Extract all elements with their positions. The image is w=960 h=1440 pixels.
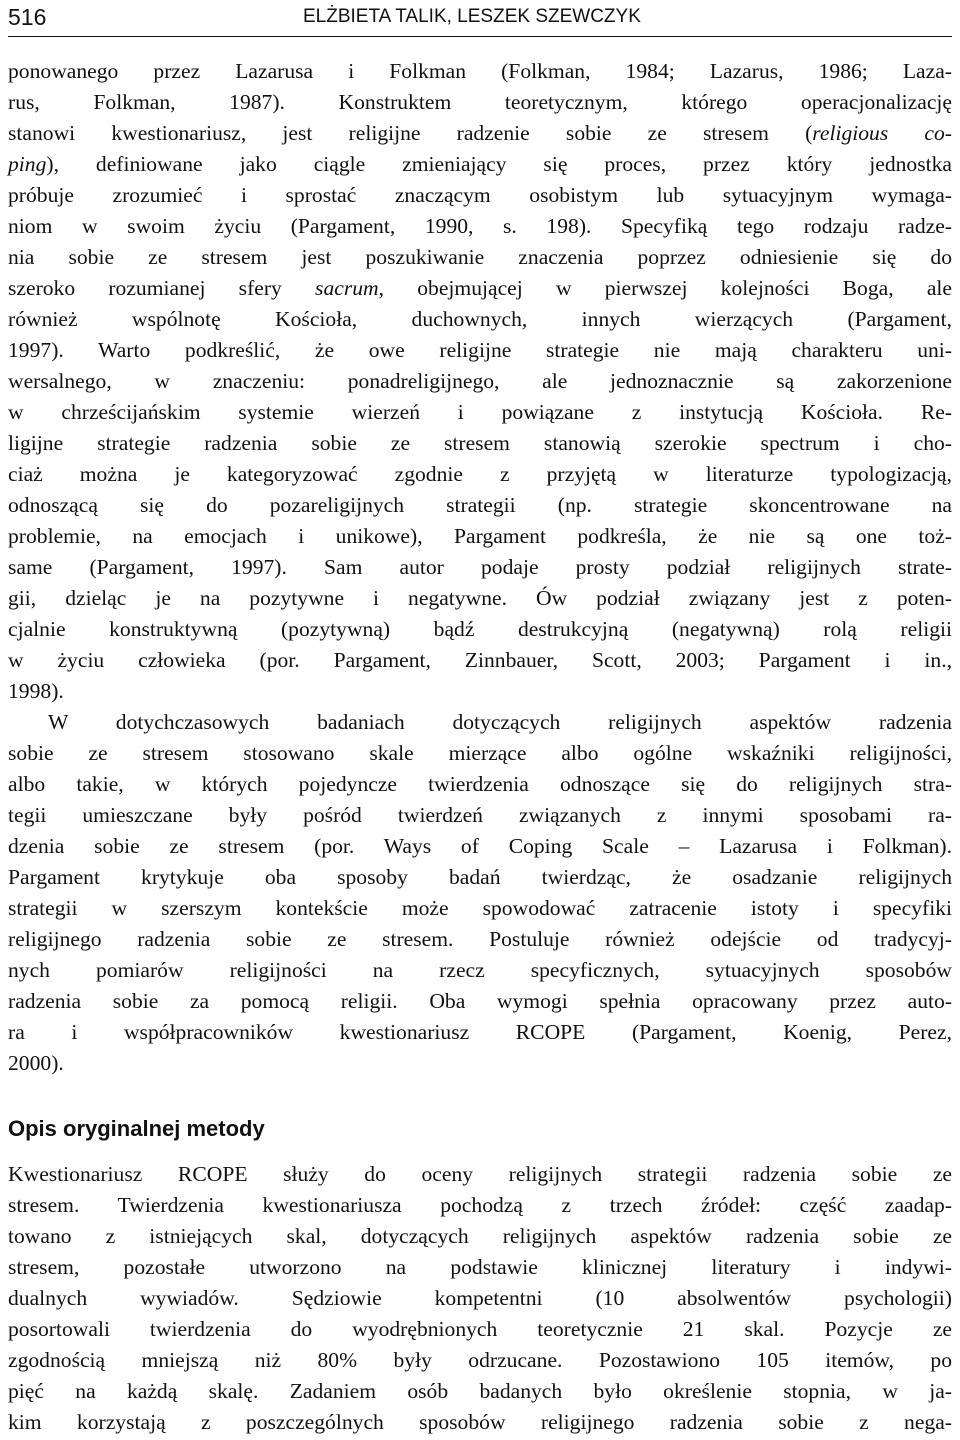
text-line: towano z istniejących skal, dotyczących religijnych aspektów radzenia sobie ze xyxy=(8,1224,952,1248)
text-run: ), definiowane jako ciągle zmieniający się proces, przez który jednostka xyxy=(46,152,952,176)
text-line: sobie ze stresem stosowano skale mierzące albo ogólne wskaźniki religijności, xyxy=(8,741,952,765)
text-line: albo takie, w których pojedyncze twierdzenia odnoszące się do religijnych stra- xyxy=(8,772,952,796)
text-line: strategii w szerszym kontekście może spowodować zatracenie istoty i specyfiki xyxy=(8,896,952,920)
section-heading: Opis oryginalnej metody xyxy=(8,1116,265,1141)
text-line: 1998). xyxy=(8,679,64,703)
text-line: kim korzystają z poszczególnych sposobów religijnego radzenia sobie z nega- xyxy=(8,1410,952,1434)
text-line: cjalnie konstruktywną (pozytywną) bądź destrukcyjną (negatywną) rolą religii xyxy=(8,617,952,641)
text-line xyxy=(8,273,952,304)
text-line: Kwestionariusz RCOPE służy do oceny religijnych strategii radzenia sobie ze xyxy=(8,1162,952,1186)
text-line: w życiu człowieka (por. Pargament, Zinnbauer, Scott, 2003; Pargament i in., xyxy=(8,648,952,672)
text-line: w chrześcijańskim systemie wierzeń i powiązane z instytucją Kościoła. Re- xyxy=(8,400,952,424)
body-text-lower xyxy=(8,1159,952,1438)
text-line: W dotychczasowych badaniach dotyczących religijnych aspektów radzenia xyxy=(48,710,952,734)
text-line: zgodnością mniejszą niż 80% były odrzucane. Pozostawiono 105 itemów, po xyxy=(8,1348,952,1372)
text-line: Pargament krytykuje oba sposoby badań twierdząc, że osadzanie religijnych xyxy=(8,865,952,889)
text-line: ra i współpracowników kwestionariusz RCOPE (Pargament, Koenig, Perez, xyxy=(8,1020,952,1044)
text-line: gii, dzieląc je na pozytywne i negatywne. Ów podział związany jest z poten- xyxy=(8,586,952,610)
text-line: radzenia sobie za pomocą religii. Oba wymogi spełnia opracowany przez auto- xyxy=(8,989,952,1013)
running-header xyxy=(8,2,952,32)
paragraph-1 xyxy=(8,56,952,707)
text-line: rus, Folkman, 1987). Konstruktem teoretycznym, którego operacjonalizację xyxy=(8,90,952,114)
text-line: ciaż można je kategoryzować zgodnie z przyjętą w literaturze typologizacją, xyxy=(8,462,952,486)
text-line: 2000). xyxy=(8,1051,64,1075)
text-line: dzenia sobie ze stresem (por. Ways of Coping Scale – Lazarusa i Folkman). xyxy=(8,834,952,858)
text-line: tegii umieszczane były pośród twierdzeń związanych z innymi sposobami ra- xyxy=(8,803,952,827)
text-line: nych pomiarów religijności na rzecz specyficznych, sytuacyjnych sposobów xyxy=(8,958,952,982)
header-rule xyxy=(8,36,952,37)
text-run: stanowi kwestionariusz, jest religijne radzenie sobie ze stresem ( xyxy=(8,121,813,145)
text-line: pięć na każdą skalę. Zadaniem osób badanych było określenie stopnia, w ja- xyxy=(8,1379,952,1403)
body-text-upper xyxy=(8,56,952,1079)
text-line: również wspólnotę Kościoła, duchownych, innych wierzących (Pargament, xyxy=(8,307,952,331)
text-line: religijnego radzenia sobie ze stresem. Postuluje również odejście od tradycyj- xyxy=(8,927,952,951)
text-line: ligijne strategie radzenia sobie ze stresem stanowią szerokie spectrum i cho- xyxy=(8,431,952,455)
page-number: 516 xyxy=(8,4,47,30)
text-line: próbuje zrozumieć i sprostać znaczącym osobistym lub sytuacyjnym wymaga- xyxy=(8,183,952,207)
italic-term: religious co- xyxy=(812,121,952,145)
text-line: niom w swoim życiu (Pargament, 1990, s. 198). Specyfiką tego rodzaju radze- xyxy=(8,214,952,238)
text-line: problemie, na emocjach i unikowe), Pargament podkreśla, że nie są one toż- xyxy=(8,524,952,548)
text-line xyxy=(8,118,952,149)
text-line: same (Pargament, 1997). Sam autor podaje prosty podział religijnych strate- xyxy=(8,555,952,579)
running-header-authors: ELŻBIETA TALIK, LESZEK SZEWCZYK xyxy=(303,6,641,27)
text-run: , obejmującej w pierwszej kolejności Boga, ale xyxy=(378,276,952,300)
text-line: odnoszącą się do pozareligijnych strategii (np. strategie skoncentrowane na xyxy=(8,493,952,517)
italic-term: ping xyxy=(8,152,47,176)
text-line: nia sobie ze stresem jest poszukiwanie znaczenia poprzez odniesienie się do xyxy=(8,245,952,269)
paragraph-2 xyxy=(8,707,952,1079)
text-line: dualnych wywiadów. Sędziowie kompetentni (10 absolwentów psychologii) xyxy=(8,1286,952,1310)
text-run: szeroko rozumianej sfery xyxy=(8,276,316,300)
paragraph-3 xyxy=(8,1159,952,1438)
text-line: posortowali twierdzenia do wyodrębnionych teoretycznie 21 skal. Pozycje ze xyxy=(8,1317,952,1341)
text-line: stresem. Twierdzenia kwestionariusza pochodzą z trzech źródeł: część zaadap- xyxy=(8,1193,952,1217)
text-line xyxy=(8,149,952,180)
text-line: 1997). Warto podkreślić, że owe religijne strategie nie mają charakteru uni- xyxy=(8,338,952,362)
italic-term: sacrum xyxy=(315,276,379,300)
text-line: stresem, pozostałe utworzono na podstawie klinicznej literatury i indywi- xyxy=(8,1255,952,1279)
text-line: wersalnego, w znaczeniu: ponadreligijnego, ale jednoznacznie są zakorzenione xyxy=(8,369,952,393)
text-line: ponowanego przez Lazarusa i Folkman (Folkman, 1984; Lazarus, 1986; Laza- xyxy=(8,59,952,83)
